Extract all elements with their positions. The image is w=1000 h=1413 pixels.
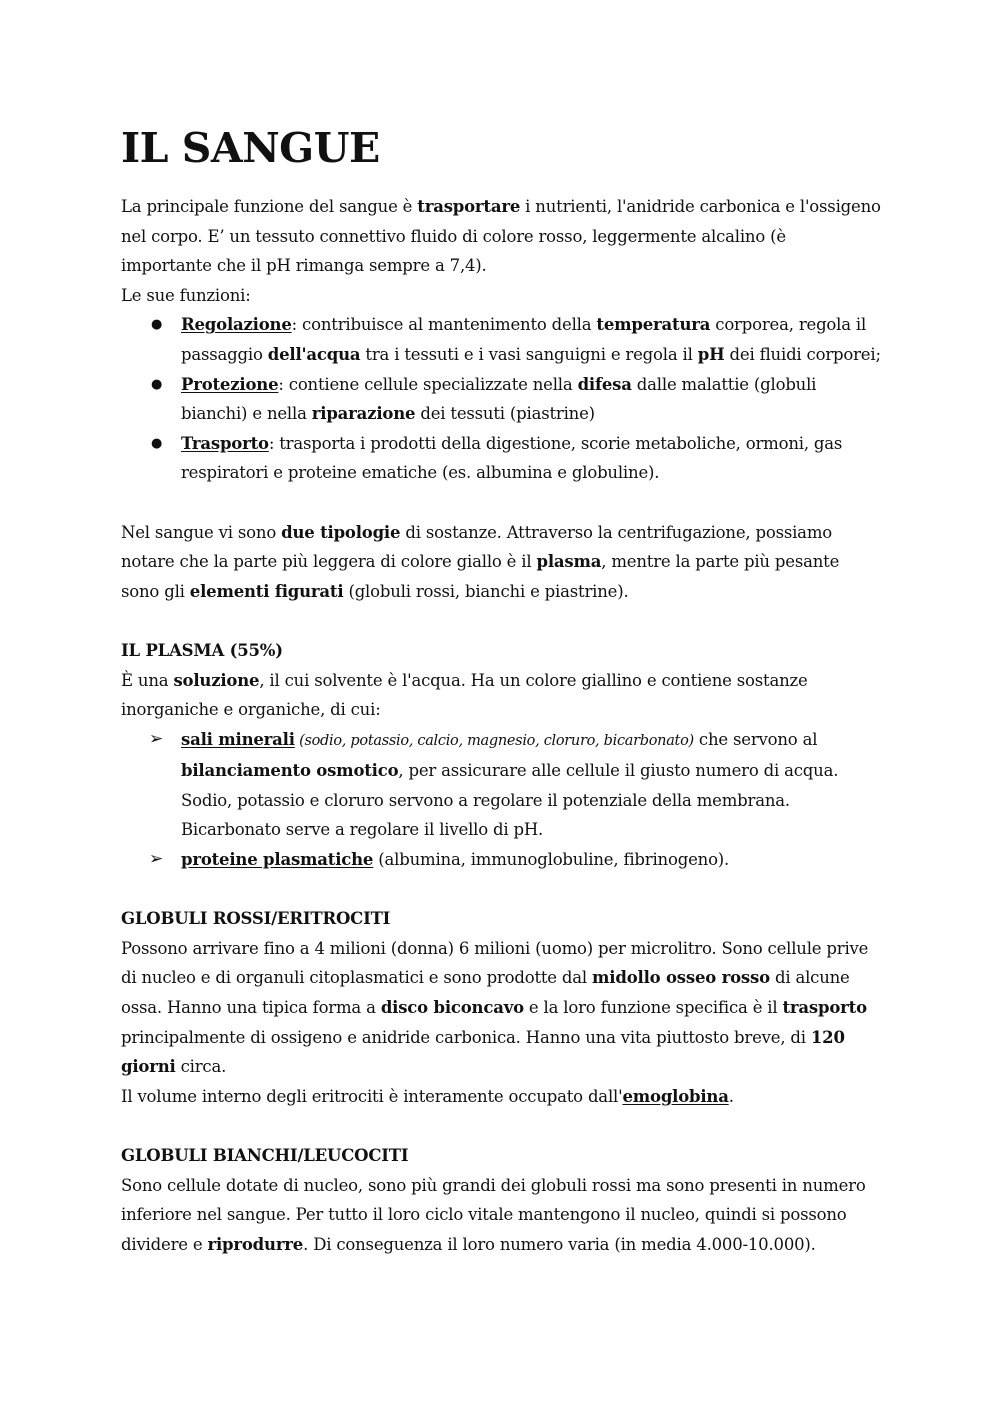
text-run: Il volume interno degli eritrociti è interamente occupato dall' bbox=[121, 1086, 623, 1106]
text-run: , mentre la parte più pesante sono gli bbox=[121, 552, 840, 601]
components-paragraph bbox=[121, 518, 881, 607]
wbc-paragraph bbox=[121, 1171, 881, 1260]
text-run: e la loro funzione specifica è il bbox=[523, 998, 783, 1018]
bold-text: plasma bbox=[536, 552, 602, 572]
paragraph-spacer bbox=[121, 1111, 881, 1141]
bold-text: dell'acqua bbox=[267, 344, 361, 364]
text-run: : contiene cellule specializzate nella bbox=[278, 374, 578, 394]
bold-text: riparazione bbox=[311, 404, 416, 424]
text-run: Sono cellule dotate di nucleo, sono più grandi dei globuli rossi ma sono presenti in numero inferiore nel sangue. Per tutto il loro ciclo vitale mantengono il nucleo, quindi si possono dividere e bbox=[121, 1175, 866, 1254]
bold-text: bilanciamento osmotico bbox=[181, 761, 399, 781]
text-run: , per assicurare alle cellule il giusto numero di acqua. Sodio, potassio e cloruro servono a regolare il potenziale della membrana. Bicarbonato serve a regolare il livello di pH. bbox=[181, 761, 839, 840]
text-run: circa. bbox=[175, 1057, 227, 1077]
text-run: Nel sangue vi sono bbox=[121, 522, 282, 542]
bold-text: midollo osseo rosso bbox=[592, 968, 770, 988]
text-run: principalmente di ossigeno e anidride carbonica. Hanno una vita piuttosto breve, di bbox=[121, 1027, 811, 1047]
text-run: di sostanze. Attraverso la centrifugazione, possiamo notare che la parte più leggera di colore giallo è il bbox=[121, 522, 832, 572]
intro-paragraph bbox=[121, 192, 881, 281]
section-heading-rbc: GLOBULI ROSSI/ERITROCITI bbox=[121, 909, 391, 929]
text-run: Possono arrivare fino a 4 milioni (donna) 6 milioni (uomo) per microlitro. Sono cellule prive di nucleo e di organuli citoplasmatici e sono prodotte dal bbox=[121, 938, 869, 988]
paragraph-spacer bbox=[121, 875, 881, 905]
bold-text: elementi figurati bbox=[189, 581, 344, 601]
bold-text: soluzione bbox=[173, 670, 260, 690]
item-title: sali minerali bbox=[181, 729, 295, 749]
text-run: (albumina, immunoglobuline, fibrinogeno). bbox=[373, 850, 730, 870]
item-title: Regolazione bbox=[181, 315, 292, 335]
bold-text: trasporto bbox=[782, 998, 867, 1018]
paragraph-spacer bbox=[121, 606, 881, 636]
bullet-dot-icon: ● bbox=[151, 317, 163, 333]
plasma-list bbox=[121, 725, 881, 875]
item-title: Trasporto bbox=[181, 433, 269, 453]
bold-text: temperatura bbox=[596, 315, 711, 335]
bullet-dot-icon: ● bbox=[151, 376, 163, 392]
text-run: i nutrienti, l'anidride carbonica e l'ossigeno nel corpo. E’ un tessuto connettivo fluido di colore rosso, leggermente alcalino (è importante che il pH rimanga sempre a 7,4). bbox=[121, 197, 881, 276]
functions-list bbox=[121, 310, 881, 488]
section-heading-wbc: GLOBULI BIANCHI/LEUCOCITI bbox=[121, 1146, 409, 1165]
section-heading-plasma: IL PLASMA (55%) bbox=[121, 640, 283, 660]
bold-text: difesa bbox=[577, 374, 632, 394]
text-run: : contribuisce al mantenimento della bbox=[291, 315, 597, 335]
bold-text: 120 giorni bbox=[121, 1027, 845, 1077]
text-run: La principale funzione del sangue è bbox=[121, 197, 418, 216]
text-run: tra i tessuti e i vasi sanguigni e regola il bbox=[360, 344, 698, 364]
text-run: corporea, regola il passaggio bbox=[181, 315, 867, 364]
rbc-paragraph-2 bbox=[121, 1082, 881, 1112]
bullet-dot-icon: ● bbox=[151, 435, 163, 451]
text-run: che servono al bbox=[693, 729, 818, 749]
document-body bbox=[121, 118, 881, 1259]
list-item bbox=[121, 310, 881, 369]
bold-text: disco biconcavo bbox=[380, 998, 524, 1018]
underlined-bold-text: emoglobina bbox=[622, 1086, 729, 1106]
text-run: , il cui solvente è l'acqua. Ha un colore giallino e contiene sostanze inorganiche e organiche, di cui: bbox=[121, 670, 808, 720]
text-run: di alcune ossa. Hanno una tipica forma a bbox=[121, 968, 850, 1018]
functions-intro: Le sue funzioni: bbox=[121, 285, 251, 305]
bold-text: pH bbox=[697, 344, 725, 364]
arrow-bullet-icon: ➢ bbox=[149, 849, 164, 870]
text-run: (globuli rossi, bianchi e piastrine). bbox=[343, 581, 629, 601]
paragraph-spacer bbox=[121, 488, 881, 518]
list-item bbox=[121, 429, 881, 488]
text-run: dei tessuti (piastrine) bbox=[415, 404, 595, 424]
page-title: IL SANGUE bbox=[121, 124, 380, 172]
bold-text: riprodurre bbox=[207, 1234, 304, 1254]
text-run: : trasporta i prodotti della digestione, scorie metaboliche, ormoni, gas respiratori e proteine ematiche (es. albumina e globuline). bbox=[181, 433, 843, 483]
list-item bbox=[121, 370, 881, 429]
arrow-bullet-icon: ➢ bbox=[149, 728, 164, 749]
text-run: È una bbox=[121, 670, 174, 690]
plasma-paragraph bbox=[121, 666, 881, 725]
bold-text: trasportare bbox=[417, 197, 521, 216]
list-item bbox=[121, 725, 881, 845]
text-run: dei fluidi corporei; bbox=[724, 344, 881, 364]
bold-text: due tipologie bbox=[281, 522, 401, 542]
italic-text: (sodio, potassio, calcio, magnesio, cloruro, bicarbonato) bbox=[294, 732, 694, 749]
text-run: dalle malattie (globuli bianchi) e nella bbox=[181, 374, 817, 424]
rbc-paragraph bbox=[121, 934, 881, 1082]
item-title: proteine plasmatiche bbox=[181, 850, 374, 870]
text-run: . bbox=[728, 1086, 734, 1106]
item-title: Protezione bbox=[181, 374, 279, 394]
list-item bbox=[121, 845, 881, 875]
text-run: . Di conseguenza il loro numero varia (in media 4.000-10.000). bbox=[303, 1234, 816, 1254]
